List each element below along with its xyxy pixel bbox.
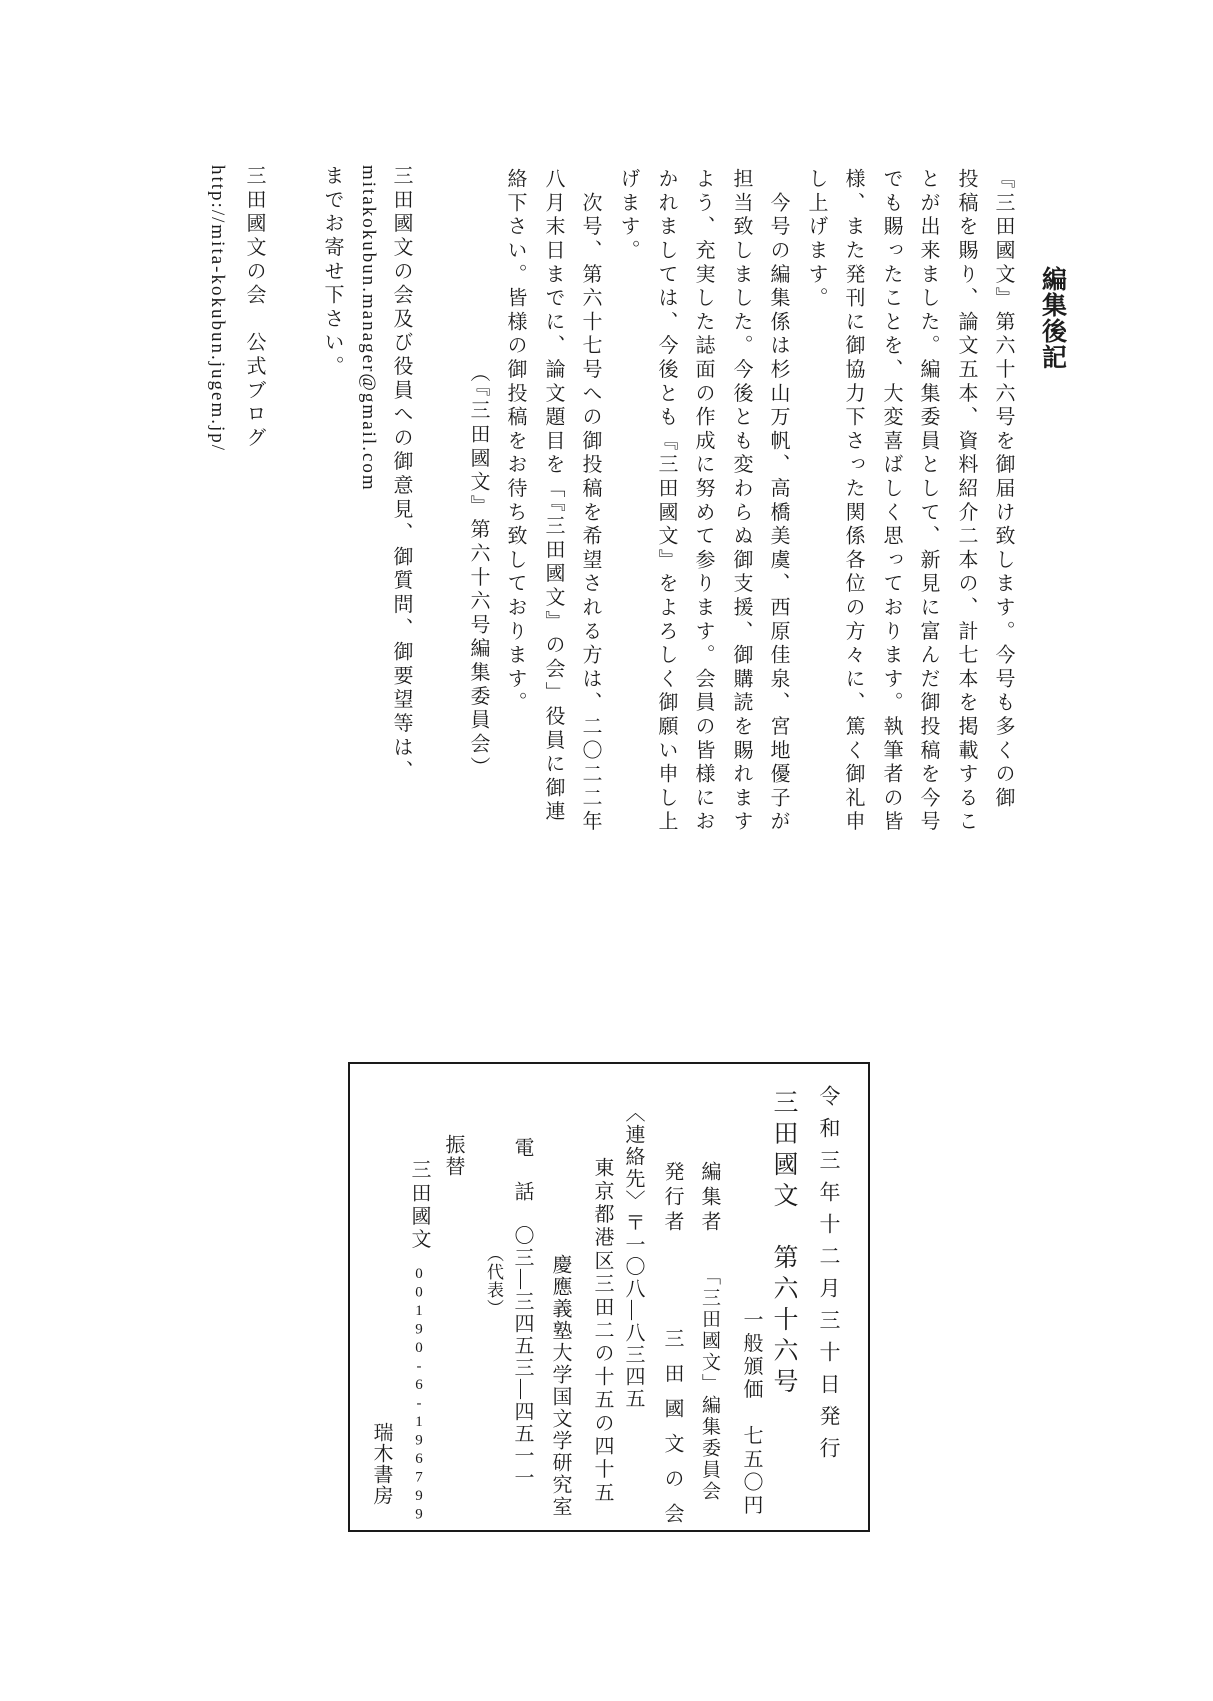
- colophon-transfer-line: [408, 1159, 430, 1525]
- colophon-transfer-name: 三田國文: [408, 1159, 430, 1252]
- colophon-editor-line: [698, 1161, 720, 1503]
- editorial-line: し上げます。: [805, 168, 827, 311]
- editorial-line: でも賜ったことを、大変喜ばしく思っております。執筆者の皆: [880, 168, 902, 835]
- editorial-postscript-title: 編集後記: [1038, 266, 1066, 370]
- editorial-line: とが出来ました。編集委員として、新見に富んだ御投稿を今号: [917, 168, 939, 835]
- editorial-line: げます。: [617, 168, 639, 264]
- colophon-printer: 瑞木書房: [370, 1422, 392, 1506]
- contact-blog-label: 三田國文の会 公式ブログ: [243, 165, 265, 451]
- colophon-publisher-label: 発行者: [661, 1161, 683, 1236]
- colophon-phone-note: （代表）: [484, 1245, 503, 1317]
- colophon-transfer-label: 振替: [442, 1134, 464, 1178]
- editorial-line: 今号の編集係は杉山万帆、高橋美虞、西原佳泉、宮地優子が: [767, 168, 789, 835]
- colophon-box: [348, 1062, 870, 1538]
- editorial-line: 担当致しました。今後とも変わらぬ御支援、御購読を賜れます: [730, 168, 752, 835]
- editorial-line: 絡下さい。皆様の御投稿をお待ち致しております。: [504, 168, 526, 716]
- colophon-phone: 電 話 〇三―三四五三―四五一一: [511, 1137, 533, 1489]
- editorial-line: かれましては、今後とも『三田國文』をよろしく御願い申し上: [655, 168, 677, 835]
- editorial-line: 投稿を賜り、論文五本、資料紹介二本の、計七本を掲載するこ: [955, 168, 977, 835]
- colophon-journal-title: 三田國文 第六十六号: [770, 1089, 797, 1399]
- editorial-line: よう、充実した誌面の作成に努めて参ります。会員の皆様にお: [692, 168, 714, 835]
- contact-feedback-line: 三田國文の会及び役員への御意見、御質問、御要望等は、: [390, 165, 412, 784]
- colophon-price: 一般頒価 七五〇円: [740, 1309, 762, 1518]
- editorial-committee-signature: （『三田國文』第六十六号編集委員会）: [467, 362, 489, 781]
- contact-blog-url: http://mita-kokubun.jugem.jp/: [206, 165, 228, 453]
- colophon-contact-header: 〈連絡先〉〒一〇八―八三四五: [622, 1102, 644, 1410]
- colophon-publisher-line: [661, 1161, 683, 1538]
- colophon-publisher-value: 三田國文の会: [661, 1328, 683, 1538]
- colophon-editor-label: 編集者: [698, 1161, 720, 1236]
- colophon-publish-date: 令和三年十二月三十日発行: [817, 1085, 841, 1469]
- colophon-address-line1: 東京都港区三田二の十五の四十五: [591, 1157, 613, 1505]
- contact-closing-line: までお寄せ下さい。: [321, 165, 343, 380]
- colophon-address-line2: 慶應義塾大学国文学研究室: [549, 1254, 571, 1518]
- editorial-line: 様、また発刊に御協力下さった関係各位の方々に、篤く御礼申: [842, 168, 864, 835]
- colophon-editor-value: 「三田國文」編集委員会: [699, 1266, 720, 1503]
- editorial-line: 『三田國文』第六十六号を御届け致します。今号も多くの御: [992, 168, 1014, 811]
- colophon-transfer-number: 00190-6-196799: [411, 1265, 427, 1525]
- contact-email: mitakokubun.manager@gmail.com: [357, 165, 379, 492]
- editorial-line: 八月末日までに、論文題目を「『三田國文』の会」役員に御連: [542, 168, 564, 825]
- editorial-line: 次号、第六十七号への御投稿を希望される方は、二〇二二年: [579, 168, 601, 835]
